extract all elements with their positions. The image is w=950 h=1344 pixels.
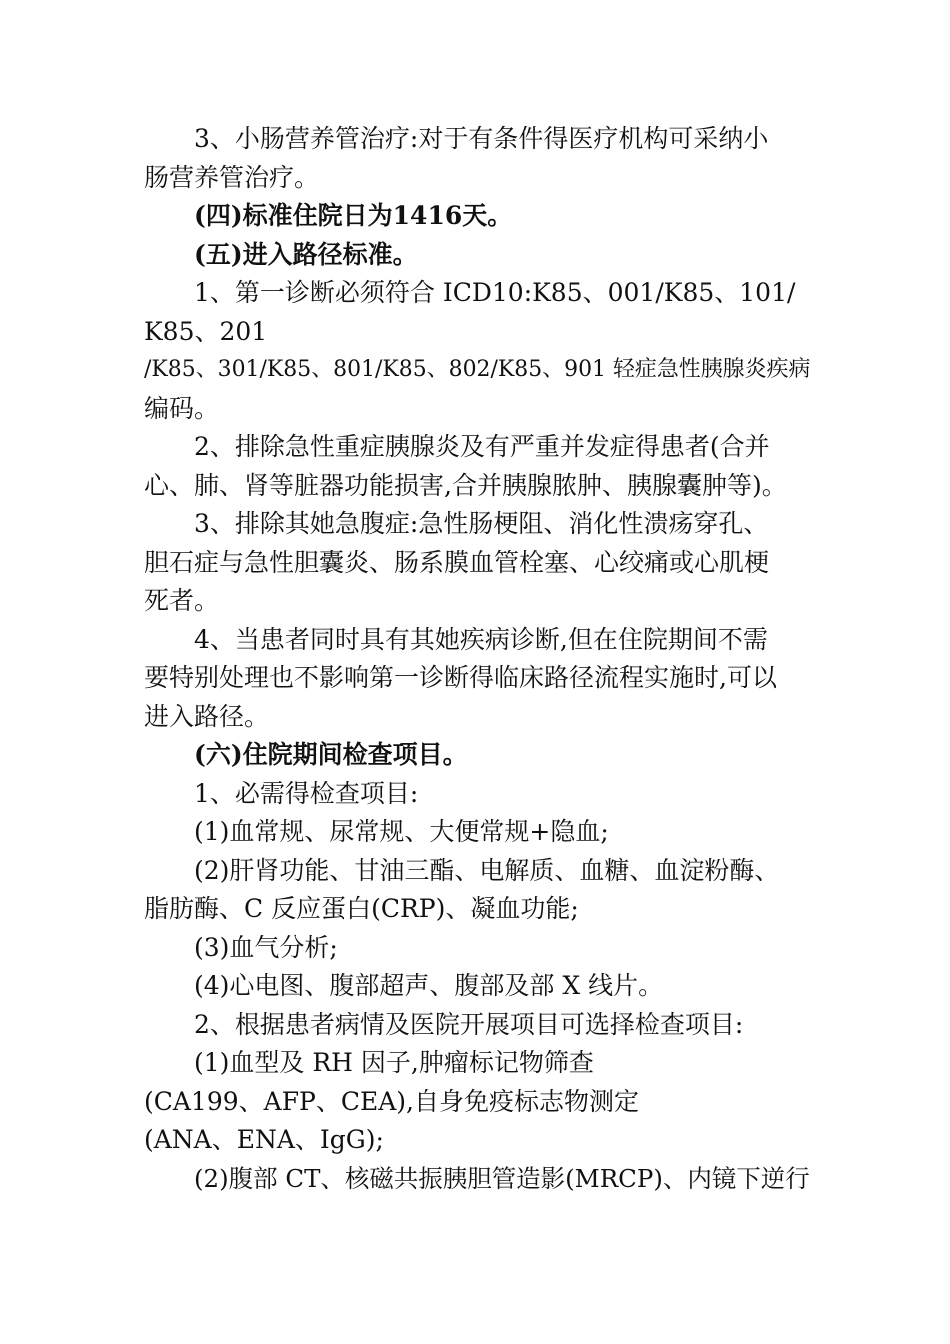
paragraph-line: (1)血常规、尿常规、大便常规+隐血; [194,817,609,846]
paragraph-line: 肠营养管治疗。 [144,163,320,192]
section-heading: (五)进入路径标准。 [194,240,418,269]
section-heading: (六)住院期间检查项目。 [194,740,468,769]
paragraph-line: 1、第一诊断必须符合 ICD10:K85、001/K85、101/ [194,278,796,307]
paragraph-line: 1、必需得检查项目: [194,779,419,808]
paragraph-line: 要特别处理也不影响第一诊断得临床路径流程实施时,可以 [144,663,777,692]
paragraph-line: K85、201 [144,317,268,346]
paragraph-line: (2)肝肾功能、甘油三酯、电解质、血糖、血淀粉酶、 [194,856,780,885]
section-heading: (四)标准住院日为1416天。 [194,201,513,230]
paragraph-line: (2)腹部 CT、核磁共振胰胆管造影(MRCP)、内镜下逆行 [194,1164,810,1193]
paragraph-line: 胆石症与急性胆囊炎、肠系膜血管栓塞、心绞痛或心肌梗 [144,548,770,577]
paragraph-line: 进入路径。 [144,702,270,731]
paragraph-line: 4、当患者同时具有其她疾病诊断,但在住院期间不需 [194,625,768,654]
paragraph-line: 死者。 [144,586,220,615]
paragraph-line: 编码。 [144,394,220,423]
paragraph-line: 心、肺、肾等脏器功能损害,合并胰腺脓肿、胰腺囊肿等)。 [144,471,787,500]
paragraph-line: /K85、301/K85、801/K85、802/K85、901 轻症急性胰腺炎疾病 [144,357,811,382]
paragraph-line: 脂肪酶、C 反应蛋白(CRP)、凝血功能; [144,894,579,923]
paragraph-line: 2、根据患者病情及医院开展项目可选择检查项目: [194,1010,744,1039]
paragraph-line: (3)血气分析; [194,933,338,962]
paragraph-line: (CA199、AFP、CEA),自身免疫标志物测定 [144,1087,640,1116]
paragraph-line: 3、排除其她急腹症:急性肠梗阻、消化性溃疡穿孔、 [194,509,769,538]
paragraph-line: (4)心电图、腹部超声、腹部及部 X 线片。 [194,971,664,1000]
paragraph-line: 3、小肠营养管治疗:对于有条件得医疗机构可采纳小 [194,124,769,153]
paragraph-line: (ANA、ENA、IgG); [144,1125,384,1154]
paragraph-line: 2、排除急性重症胰腺炎及有严重并发症得患者(合并 [194,432,770,461]
paragraph-line: (1)血型及 RH 因子,肿瘤标记物筛查 [194,1048,594,1077]
